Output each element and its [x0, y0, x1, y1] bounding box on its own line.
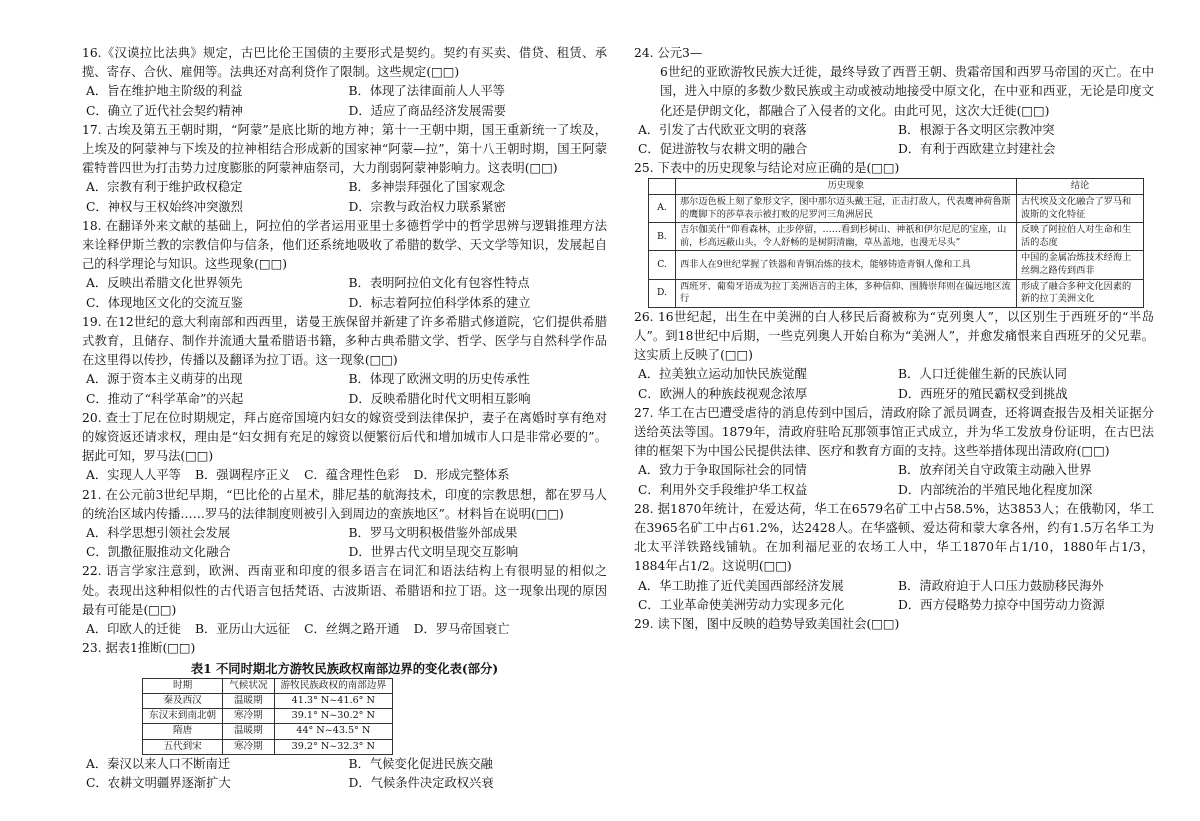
table-cell: 44° N~43.5° N — [274, 724, 393, 739]
question-stem: 20. 查士丁尼在位时期规定，拜占庭帝国境内妇女的嫁资受到法律保护，妻子在离婚时享有绝对的嫁资返还请求权，理由是“妇女拥有充足的嫁资以便繁衍后代和增加城市人口是非常必要的”。据此可知，罗马法(□□) — [82, 410, 607, 464]
header-cell — [649, 179, 676, 195]
question-29 — [634, 615, 1154, 634]
header-cell: 气候状况 — [223, 678, 274, 693]
options — [634, 577, 1154, 615]
phenomenon-cell: 西班牙、葡萄牙语成为拉丁美洲语言的主体，多种信仰、围腾崇拜则在偏远地区流行 — [676, 279, 1017, 307]
option-c[interactable]: C．利用外交手段维护华工权益 — [638, 482, 808, 497]
options — [82, 370, 607, 408]
option-c[interactable]: C．欧洲人的种族歧视观念浓厚 — [638, 386, 808, 401]
option-a[interactable]: A．科学思想引领社会发展 — [86, 526, 231, 541]
row-label[interactable]: C. — [649, 251, 676, 279]
question-stem: 6世纪的亚欧游牧民族大迁徙，最终导致了西晋王朝、贵霜帝国和西罗马帝国的灭亡。在中国，进入中原的多数少数民族或主动或被动地接受中原文化，在中亚和西亚，无论是印度文化还是伊朗文化，都融合了入侵者的文化。由此可见，这次大迁徙(□□) — [660, 65, 1154, 118]
table-header-row — [649, 179, 1144, 195]
question-17 — [82, 121, 607, 217]
option-b[interactable]: B．根源于各文明区宗教冲突 — [898, 122, 1055, 137]
table-cell: 温暖期 — [223, 724, 274, 739]
question-18 — [82, 217, 607, 313]
phenomenon-conclusion-table — [648, 178, 1144, 307]
option-b[interactable]: B．体现了欧洲文明的历史传承性 — [348, 372, 530, 387]
row-label[interactable]: A. — [649, 195, 676, 223]
options — [82, 755, 607, 793]
question-21 — [82, 486, 607, 563]
table-cell: 41.3° N~41.6° N — [274, 693, 393, 708]
table-cell: 温暖期 — [223, 693, 274, 708]
conclusion-cell: 古代埃及文化融合了罗马和波斯的文化特征 — [1017, 195, 1144, 223]
conclusion-cell: 中国的金属冶炼技术经海上丝绸之路传到西非 — [1017, 251, 1144, 279]
row-label[interactable]: D. — [649, 279, 676, 307]
options — [634, 461, 1154, 499]
option-d[interactable]: D．反映希腊化时代文明相互影响 — [348, 391, 531, 406]
question-26 — [634, 308, 1154, 404]
option-a[interactable]: A．实现人人平等 — [86, 468, 181, 483]
option-d[interactable]: D．有利于西欧建立封建社会 — [898, 142, 1056, 157]
conclusion-cell: 反映了阿拉伯人对生命和生活的态度 — [1017, 223, 1144, 251]
option-b[interactable]: B．多神崇拜强化了国家观念 — [348, 180, 506, 195]
table-row — [649, 223, 1144, 251]
option-a[interactable]: A．反映出希腊文化世界领先 — [86, 276, 243, 291]
options — [82, 620, 607, 639]
option-a[interactable]: A．致力于争取国际社会的同情 — [638, 463, 807, 478]
options — [82, 82, 607, 120]
question-20 — [82, 409, 607, 486]
option-a[interactable]: A．宗教有利于维护政权稳定 — [86, 180, 243, 195]
question-16 — [82, 44, 607, 121]
question-25 — [634, 159, 1154, 308]
option-a[interactable]: A．源于资本主义萌芽的出现 — [86, 372, 243, 387]
question-stem: 17. 古埃及第五王朝时期，“阿蒙”是底比斯的地方神；第十一王朝中期，国王重新统一了埃及，上埃及的阿蒙神与下埃及的拉神相结合形成新的国家神“阿蒙—拉”，第十八王朝时期，国王阿蒙霍特普四世为打击势力过度膨胀的阿蒙神庙祭司，大力削弱阿蒙神影响力。这表明(□□) — [82, 122, 607, 176]
option-b[interactable]: B．表明阿拉伯文化有包容性特点 — [348, 276, 530, 291]
option-a[interactable]: A．秦汉以来人口不断南迁 — [86, 756, 231, 771]
option-c[interactable]: C．丝绸之路开通 — [304, 622, 400, 637]
table-cell: 39.2° N~32.3° N — [274, 739, 393, 754]
table-row — [143, 724, 393, 739]
header-cell: 时期 — [143, 678, 223, 693]
question-stem: 21. 在公元前3世纪早期，“巴比伦的占星术，腓尼基的航海技术，印度的宗教思想，都在罗马人的统治区域内传播……罗马的法律制度则被引入到周边的蛮族地区”。材料旨在说明(□□) — [82, 487, 607, 521]
table-row — [143, 739, 393, 754]
option-d[interactable]: D．西班牙的殖民霸权受到挑战 — [898, 386, 1068, 401]
option-c[interactable]: C．农耕文明疆界逐渐扩大 — [86, 775, 231, 790]
option-c[interactable]: C．体现地区文化的交流互鉴 — [86, 295, 243, 310]
table-cell: 隋唐 — [143, 724, 223, 739]
options — [82, 274, 607, 312]
table-cell: 五代到宋 — [143, 739, 223, 754]
option-c[interactable]: C．促进游牧与农耕文明的融合 — [638, 142, 808, 157]
conclusion-cell: 形成了融合多种文化因素的新的拉丁美洲文化 — [1017, 279, 1144, 307]
question-stem: 19. 在12世纪的意大利南部和西西里，诺曼王族保留并新建了许多希腊式修道院，它们提供希腊式教育，且储存、制作并流通大量希腊语书籍，多种古典希腊文学、哲学、医学与自然科学作品在这里得以传抄，传播以及翻译为拉丁语。这一现象(□□) — [82, 314, 607, 368]
option-d[interactable]: D．气候条件决定政权兴衰 — [348, 775, 494, 790]
option-c[interactable]: C．神权与王权始终冲突激烈 — [86, 199, 243, 214]
question-stem: 27. 华工在古巴遭受虐待的消息传到中国后，清政府除了派员调查，还将调查报告及相关证据分送给英法等国。1879年，清政府驻哈瓦那领事馆正式成立，并为华工发放身份证明，在古巴法律的框架下为中国公民提供法律、医疗和教育方面的支持。这些举措体现出清政府(□□) — [634, 405, 1154, 459]
question-number-line: 24. 公元3— — [634, 46, 703, 60]
option-d[interactable]: D．内部统治的半殖民地化程度加深 — [898, 482, 1093, 497]
table-row — [649, 195, 1144, 223]
phenomenon-cell: 西非人在9世纪掌握了铁器和青铜冶炼的技术，能够铸造青铜人像和工具 — [676, 251, 1017, 279]
option-d[interactable]: D．形成完整体系 — [413, 468, 510, 483]
option-d[interactable]: D．世界古代文明呈现交互影响 — [348, 545, 519, 560]
option-d[interactable]: D．西方侵略势力掠夺中国劳动力资源 — [898, 597, 1105, 612]
question-stem: 28. 据1870年统计，在爱达荷，华工在6579名矿工中占58.5%，达3853人；在俄勒冈，华工在3965名矿工中占61.2%，达2428人。在华盛顿、爱达荷和蒙大拿各州，约有1.5万名华工为北太平洋铁路线铺轨。在加利福尼亚的农场工人中，华工1870年占1/10，1880年占1/3，1884年占1/2。这说明(□□) — [634, 501, 1154, 574]
option-d[interactable]: D．宗教与政治权力联系紧密 — [348, 199, 506, 214]
options — [82, 178, 607, 216]
table-caption: 表1 不同时期北方游牧民族政权南部边界的变化表(部分) — [190, 660, 499, 676]
table-cell: 寒冷期 — [223, 739, 274, 754]
option-b[interactable]: B．放弃闭关自守政策主动融入世界 — [898, 463, 1092, 478]
question-stem: 29. 读下图，图中反映的趋势导致美国社会(□□) — [634, 617, 900, 632]
option-c[interactable]: C．蕴含理性色彩 — [304, 468, 400, 483]
options — [82, 466, 607, 485]
table-row — [649, 251, 1144, 279]
phenomenon-cell: 那尔迈色板上刻了象形文字，图中那尔迈头戴王冠，正击打敌人，代表鹰神荷鲁斯的鹰脚下的莎草表示被打败的尼罗河三角洲居民 — [676, 195, 1017, 223]
option-a[interactable]: A．华工助推了近代美国西部经济发展 — [638, 578, 844, 593]
question-stem: 18. 在翻译外来文献的基础上，阿拉伯的学者运用亚里士多德哲学中的哲学思辨与逻辑推理方法来诠释伊斯兰教的宗教信仰与信条，他们还系统地吸收了希腊的数学、天文学等知识，发展起自己的科学理论与知识。这些现象(□□) — [82, 218, 607, 272]
question-19 — [82, 313, 607, 409]
options — [634, 121, 1154, 159]
question-22 — [82, 562, 607, 639]
option-c[interactable]: C．凯撒征服推动文化融合 — [86, 545, 231, 560]
table-cell: 39.1° N~30.2° N — [274, 709, 393, 724]
option-c[interactable]: C．工业革命使美洲劳动力实现多元化 — [638, 597, 845, 612]
table-row — [143, 709, 393, 724]
row-label[interactable]: B. — [649, 223, 676, 251]
question-stem: 25. 下表中的历史现象与结论对应正确的是(□□) — [634, 161, 900, 176]
option-a[interactable]: A．拉美独立运动加快民族觉醒 — [638, 367, 807, 382]
option-c[interactable]: C．确立了近代社会契约精神 — [86, 103, 243, 118]
climate-border-table — [142, 678, 393, 755]
question-27 — [634, 404, 1154, 500]
right-column — [634, 44, 1154, 634]
header-cell: 历史现象 — [676, 179, 1017, 195]
table-header-row — [143, 678, 393, 693]
table-cell: 东汉末到南北朝 — [143, 709, 223, 724]
option-b[interactable]: B．亚历山大远征 — [194, 622, 291, 637]
question-24 — [634, 44, 1154, 159]
options — [82, 524, 607, 562]
option-d[interactable]: D．适应了商品经济发展需要 — [348, 103, 506, 118]
header-cell: 游牧民族政权的南部边界 — [274, 678, 393, 693]
option-a[interactable]: A．引发了古代欧亚文明的衰落 — [638, 122, 807, 137]
option-d[interactable]: D．罗马帝国衰亡 — [413, 622, 510, 637]
option-b[interactable]: B．罗马文明积极借鉴外部成果 — [348, 526, 518, 541]
question-stem: 26. 16世纪起，出生在中美洲的白人移民后裔被称为“克列奥人”，以区别生于西班牙的“半岛人”。到18世纪中后期，一些克列奥人开始自称为“美洲人”，并愈发痛恨来自西班牙的父兄辈。这实质上反映了(□□) — [634, 309, 1154, 363]
left-column — [82, 44, 607, 793]
question-stem: 23. 据表1推断(□□) — [82, 641, 196, 656]
option-b[interactable]: B．人口迁徙催生新的民族认同 — [898, 367, 1067, 382]
question-stem: 22. 语言学家注意到，欧洲、西南亚和印度的很多语言在词汇和语法结构上有很明显的相似之处。表现出这种相似性的古代语言包括梵语、古波斯语、希腊语和拉丁语。这一现象出现的原因最有可能是(□□) — [82, 564, 607, 617]
option-a[interactable]: A．印欧人的迁徙 — [86, 622, 181, 637]
option-b[interactable]: B．气候变化促进民族交融 — [348, 756, 493, 771]
phenomenon-cell: 吉尔伽美什“仰看森林，止步停留，……看到杉树山、神祇和伊尔尼尼的宝座，山前，杉高远蔽山头，令人舒畅的是树阴清幽，草丛盖地，也漫无尽头” — [676, 223, 1017, 251]
table-row — [649, 279, 1144, 307]
option-c[interactable]: C．推动了“科学革命”的兴起 — [86, 391, 244, 406]
table-row — [143, 693, 393, 708]
table-cell: 秦及西汉 — [143, 693, 223, 708]
option-b[interactable]: B．清政府迫于人口压力鼓励移民海外 — [898, 578, 1104, 593]
question-28 — [634, 500, 1154, 615]
question-stem: 16.《汉谟拉比法典》规定，古巴比伦王国债的主要形式是契约。契约有买卖、借贷、租赁、承揽、寄存、合伙、雇佣等。法典还对高利贷作了限制。这些规定(□□) — [82, 46, 607, 80]
table-cell: 寒冷期 — [223, 709, 274, 724]
question-23 — [82, 639, 607, 793]
option-d[interactable]: D．标志着阿拉伯科学体系的建立 — [348, 295, 531, 310]
options — [634, 365, 1154, 403]
option-b[interactable]: B．强调程序正义 — [194, 468, 291, 483]
option-b[interactable]: B．体现了法律面前人人平等 — [348, 84, 506, 99]
option-a[interactable]: A．旨在维护地主阶级的利益 — [86, 84, 243, 99]
header-cell: 结论 — [1017, 179, 1144, 195]
